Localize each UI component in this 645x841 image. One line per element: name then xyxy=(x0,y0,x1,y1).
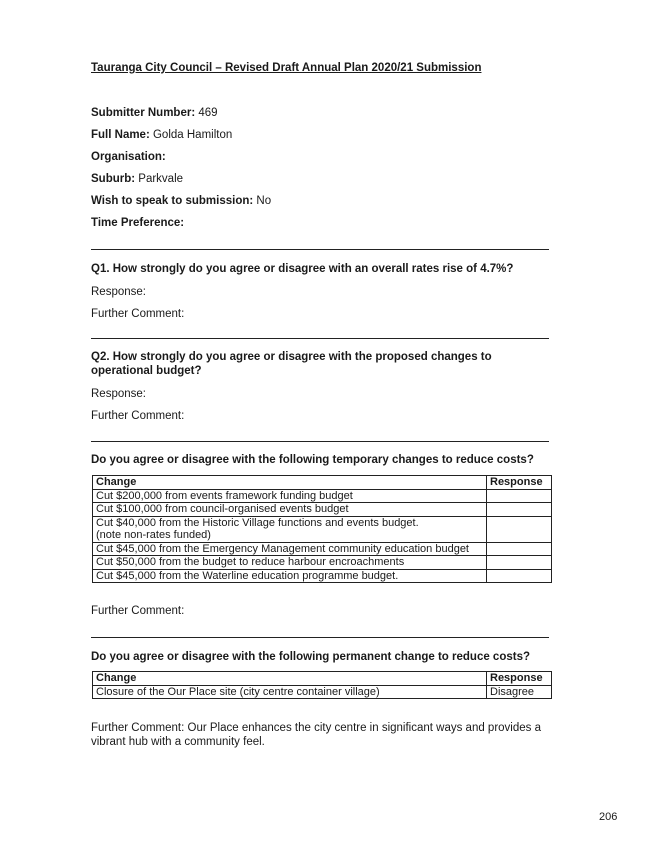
table-row xyxy=(93,569,552,583)
change-note: (note non-rates funded) xyxy=(96,529,211,541)
response-cell xyxy=(487,489,552,503)
change-cell: Cut $200,000 from events framework funding budget xyxy=(93,489,487,503)
change-cell: Closure of the Our Place site (city centre container village) xyxy=(93,685,487,699)
table-header-row xyxy=(93,672,552,686)
table-row xyxy=(93,489,552,503)
response-cell xyxy=(487,542,552,556)
response-cell xyxy=(487,503,552,517)
full-name-field xyxy=(91,129,232,141)
response-cell xyxy=(487,556,552,570)
table-row xyxy=(93,685,552,699)
temporary-changes-table xyxy=(92,475,552,583)
section-divider xyxy=(91,637,549,638)
table-row xyxy=(93,556,552,570)
change-cell: Cut $50,000 from the budget to reduce harbour encroachments xyxy=(93,556,487,570)
change-cell: Cut $45,000 from the Emergency Management community education budget xyxy=(93,542,487,556)
field-label: Wish to speak to submission: xyxy=(91,195,254,207)
response-cell: Disagree xyxy=(487,685,552,699)
column-header-change: Change xyxy=(93,476,487,490)
permanent-further-comment: Further Comment: Our Place enhances the city centre in significant ways and provides a vibrant hub with a community feel. xyxy=(91,722,541,748)
page-number: 206 xyxy=(599,811,618,823)
field-label: Organisation: xyxy=(91,151,166,163)
q1-response: Response: xyxy=(91,286,146,298)
q1-question: Q1. How strongly do you agree or disagree with an overall rates rise of 4.7%? xyxy=(91,263,514,275)
field-value: No xyxy=(253,195,272,207)
change-cell: Cut $100,000 from council-organised events budget xyxy=(93,503,487,517)
document-title: Tauranga City Council – Revised Draft Annual Plan 2020/21 Submission xyxy=(91,62,482,74)
table-header-row xyxy=(93,476,552,490)
table-row xyxy=(93,503,552,517)
section-divider xyxy=(91,249,549,250)
field-value: Parkvale xyxy=(135,173,184,185)
column-header-change: Change xyxy=(93,672,487,686)
q2-question: Q2. How strongly do you agree or disagree with the proposed changes to operational budget? xyxy=(91,351,492,377)
response-cell xyxy=(487,569,552,583)
column-header-response: Response xyxy=(487,672,552,686)
organisation-field xyxy=(91,151,166,163)
section-divider xyxy=(91,338,549,339)
temporary-changes-question: Do you agree or disagree with the following temporary changes to reduce costs? xyxy=(91,454,534,466)
q2-further-comment: Further Comment: xyxy=(91,410,185,422)
permanent-change-question: Do you agree or disagree with the following permanent change to reduce costs? xyxy=(91,651,530,663)
table-row xyxy=(93,542,552,556)
time-preference-field xyxy=(91,217,184,229)
change-cell: Cut $45,000 from the Waterline education programme budget. xyxy=(93,569,487,583)
change-text: Cut $40,000 from the Historic Village functions and events budget. xyxy=(96,516,419,529)
suburb-field xyxy=(91,173,183,185)
field-value: Golda Hamilton xyxy=(149,129,233,141)
wish-to-speak-field xyxy=(91,195,271,207)
section-divider xyxy=(91,441,549,442)
q1-further-comment: Further Comment: xyxy=(91,308,185,320)
field-label: Full Name: xyxy=(91,129,150,141)
submitter-number-field xyxy=(91,107,218,119)
field-label: Submitter Number: xyxy=(91,107,196,119)
change-cell xyxy=(93,516,487,542)
response-cell xyxy=(487,516,552,542)
permanent-change-table xyxy=(92,671,552,699)
field-label: Suburb: xyxy=(91,173,136,185)
field-value: 469 xyxy=(195,107,218,119)
field-label: Time Preference: xyxy=(91,217,185,229)
table-row xyxy=(93,516,552,542)
q2-response: Response: xyxy=(91,388,146,400)
column-header-response: Response xyxy=(487,476,552,490)
temporary-further-comment: Further Comment: xyxy=(91,605,185,617)
